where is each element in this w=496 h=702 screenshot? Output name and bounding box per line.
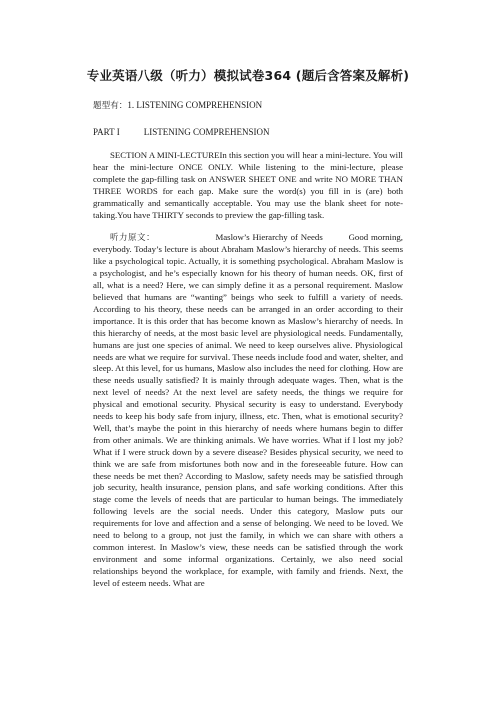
part-title: LISTENING COMPREHENSION bbox=[143, 127, 270, 137]
transcript-heading: Maslow’s Hierarchy of Needs bbox=[215, 232, 323, 243]
part-label: PART I bbox=[93, 127, 120, 137]
transcript-paragraph bbox=[93, 232, 403, 589]
document-body bbox=[93, 150, 403, 590]
question-type-label: 题型有： bbox=[93, 101, 128, 111]
question-type-value: 1. LISTENING COMPREHENSION bbox=[127, 100, 263, 110]
document-title: 专业英语八级（听力）模拟试卷364 (题后含答案及解析) bbox=[86, 68, 410, 83]
part-heading bbox=[93, 126, 269, 138]
transcript-body: Good morning, everybody. Today’s lecture is about Abraham Maslow’s hierarchy of needs. This seems like a psychological topic. Actually, it is something psychological. Abraham Maslow is a psychologist, and he’s especially known for his theory of human needs. OK, first of all, what is a need? Here, we can simply define it as a personal requirement. Maslow believed that humans are “wanting” beings who seek to fulfill a variety of needs. According to his theory, these needs can be arranged in an order according to their importance. It is this order that has become known as Maslow’s hierarchy of needs. In this hierarchy of needs, at the most basic level are physiological needs. Fundamentally, humans are just one species of animal. We need to keep ourselves alive. Physiological needs are what we require for survival. These needs include food and water, shelter, and sleep. At this level, for us humans, Maslow also includes the need for clothing. How are these needs usually satisfied? It is mainly through adequate wages. Then, what is the next level of needs? At the next level are safety needs, the things we require for physical and emotional security. Physical security is easy to understand. Everybody needs to keep his body safe from injury, illness, etc. Then, what is emotional security? Well, that’s maybe the point in this hierarchy of needs where humans begin to differ from other animals. We are thinking animals. We have worries. What if I lost my job? What if I were struck down by a severe disease? Besides physical security, we need to think we are safe from misfortunes both now and in the foreseeable future. How can these needs be met then? According to Maslow, safety needs may be satisfied through job security, health insurance, pension plans, and safe working conditions. After this stage come the levels of needs that are particular to human beings. The immediately following levels are the social needs. Under this category, Maslow puts our requirements for love and affection and a sense of belonging. We need to be loved. We need to belong to a group, not just the family, in which we can share with others a common interest. In Maslow’s view, these needs can be satisfied through the work environment and some informal organizations. Certainly, we also need social relationships beyond the workplace, for example, with family and friends. Next, the level of esteem needs. What are bbox=[93, 232, 403, 588]
section-intro-paragraph: SECTION A MINI-LECTUREIn this section you will hear a mini-lecture. You will hear the mini-lecture ONCE ONLY. While listening to the mini-lecture, please complete the gap-filling task on ANSWER SHEET ONE and write NO MORE THAN THREE WORDS for each gap. Make sure the word(s) you fill in is (are) both grammatically and semantically acceptable. You may use the blank sheet for note-taking.You have THIRTY seconds to preview the gap-filling task. bbox=[93, 150, 403, 220]
question-type-line bbox=[93, 99, 262, 112]
transcript-label: 听力原文： bbox=[110, 232, 156, 243]
